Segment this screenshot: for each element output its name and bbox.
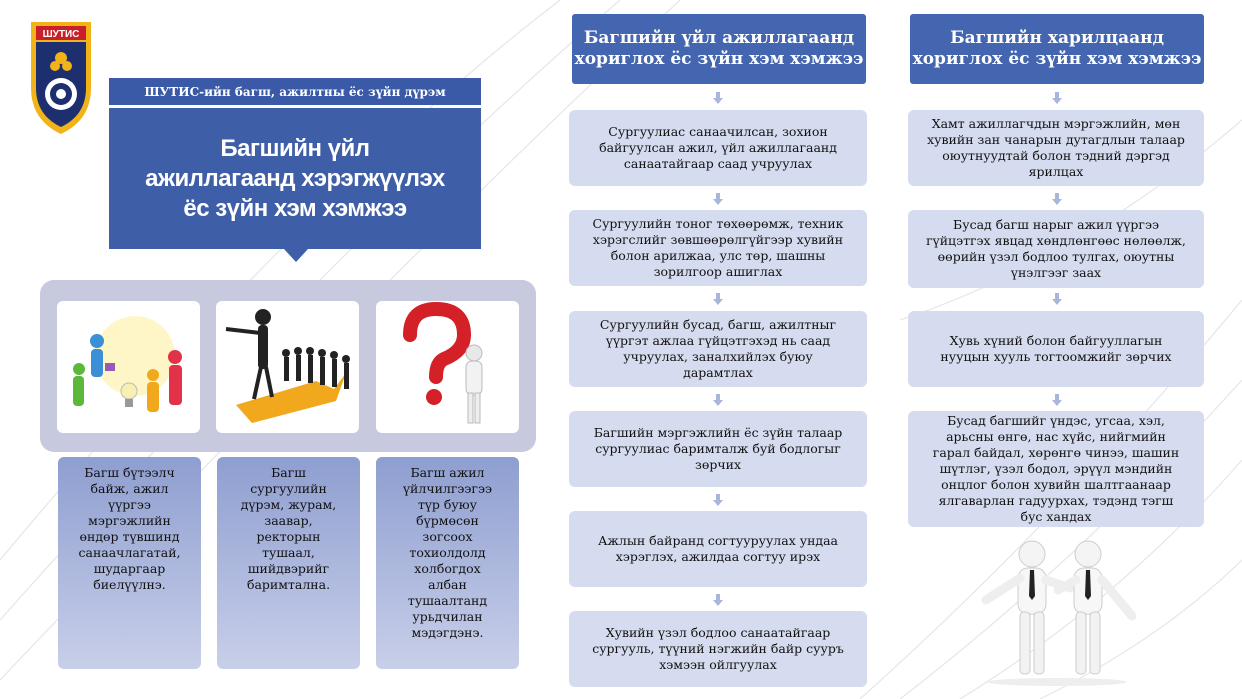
middle-rule-6: Хувийн үзэл бодлоо санаатайгаар сургууль, түүний нэгжийн байр сууръ хэмээн ойлгуулах	[569, 611, 867, 687]
arrow-down-icon	[713, 193, 723, 205]
subtitle-banner: ШУТИС-ийн багш, ажилтны ёс зүйн дүрэм	[109, 78, 481, 105]
description-card-2: Багш сургуулийн дүрэм, журам, заавар, ректорын тушаал, шийдвэрийг баримтална.	[217, 457, 360, 669]
arrow-down-icon	[713, 394, 723, 406]
title-line-2: ажиллагаанд хэрэгжүүлэх	[145, 164, 445, 192]
businessmen-illustration	[972, 536, 1142, 686]
arrow-down-icon	[713, 92, 723, 104]
teamwork-illustration	[57, 301, 200, 433]
arrow-down-icon	[713, 594, 723, 606]
arrow-down-icon	[713, 494, 723, 506]
leadership-illustration	[216, 301, 359, 433]
right-rule-4: Бусад багшийг үндэс, угсаа, хэл, арьсны өнгө, нас хүйс, нийгмийн гарал байдал, хөрөнгө чинээ, шашин шүтлэг, үзэл бодол, эрүүл мэндийн онцлог болон хувийн шалтгаанаар ялгаварлан гадуурхах, тэдэнд тэгш бус хандах	[908, 411, 1204, 527]
middle-rule-4: Багшийн мэргэжлийн ёс зүйн талаар сургуулиас баримталж буй бодлогыг зөрчих	[569, 411, 867, 487]
middle-rule-2: Сургуулийн тоног төхөөрөмж, техник хэрэгслийг зөвшөөрөлгүйгээр хувийн болон арилжаа, улс төр, шашны зорилгоор ашиглах	[569, 210, 867, 286]
question-illustration	[376, 301, 519, 433]
arrow-down-icon	[713, 293, 723, 305]
middle-column-header: Багшийн үйл ажиллагаанд хориглох ёс зүйн хэм хэмжээ	[572, 14, 866, 84]
title-line-3: ёс зүйн хэм хэмжээ	[183, 194, 407, 222]
description-card-1: Багш бүтээлч байж, ажил үүргээ мэргэжлийн өндөр түвшинд санаачлагатай, шударгаар биелүүлнэ.	[58, 457, 201, 669]
page-title	[109, 108, 481, 249]
university-logo	[28, 18, 94, 138]
title-pointer	[284, 249, 308, 262]
right-rule-3: Хувь хүний болон байгууллагын нууцын хууль тогтоомжийг зөрчих	[908, 311, 1204, 387]
arrow-down-icon	[1052, 193, 1062, 205]
arrow-down-icon	[1052, 92, 1062, 104]
middle-rule-3: Сургуулийн бусад, багш, ажилтныг үүргэт ажлаа гүйцэтгэхэд нь саад учруулах, заналхийлэх буюу дарамтлах	[569, 311, 867, 387]
arrow-down-icon	[1052, 293, 1062, 305]
middle-rule-1: Сургуулиас санаачилсан, зохион байгуулсан ажил, үйл ажиллагаанд санаатайгаар саад учруулах	[569, 110, 867, 186]
logo-text: ШУТИС	[42, 29, 80, 40]
middle-rule-5: Ажлын байранд согтууруулах ундаа хэрэглэх, ажилдаа согтуу ирэх	[569, 511, 867, 587]
description-card-3: Багш ажил үйлчилгээгээ түр буюу бүрмөсөн зогсоох тохиолдолд холбогдох албан тушаалтанд урьдчилан мэдэгдэнэ.	[376, 457, 519, 669]
right-rule-1: Хамт ажиллагчдын мэргэжлийн, мөн хувийн зан чанарын дутагдлын талаар оюутнуудтай болон тэдний дэргэд ярилцах	[908, 110, 1204, 186]
title-line-1: Багшийн үйл	[220, 134, 370, 162]
right-column-header: Багшийн харилцаанд хориглох ёс зүйн хэм хэмжээ	[910, 14, 1204, 84]
right-rule-2: Бусад багш нарыг ажил үүргээ гүйцэтгэх явцад хөндлөнгөөс нөлөөлж, өөрийн үзэл бодлоо тулгах, оюутны үнэлгээг заах	[908, 210, 1204, 288]
arrow-down-icon	[1052, 394, 1062, 406]
